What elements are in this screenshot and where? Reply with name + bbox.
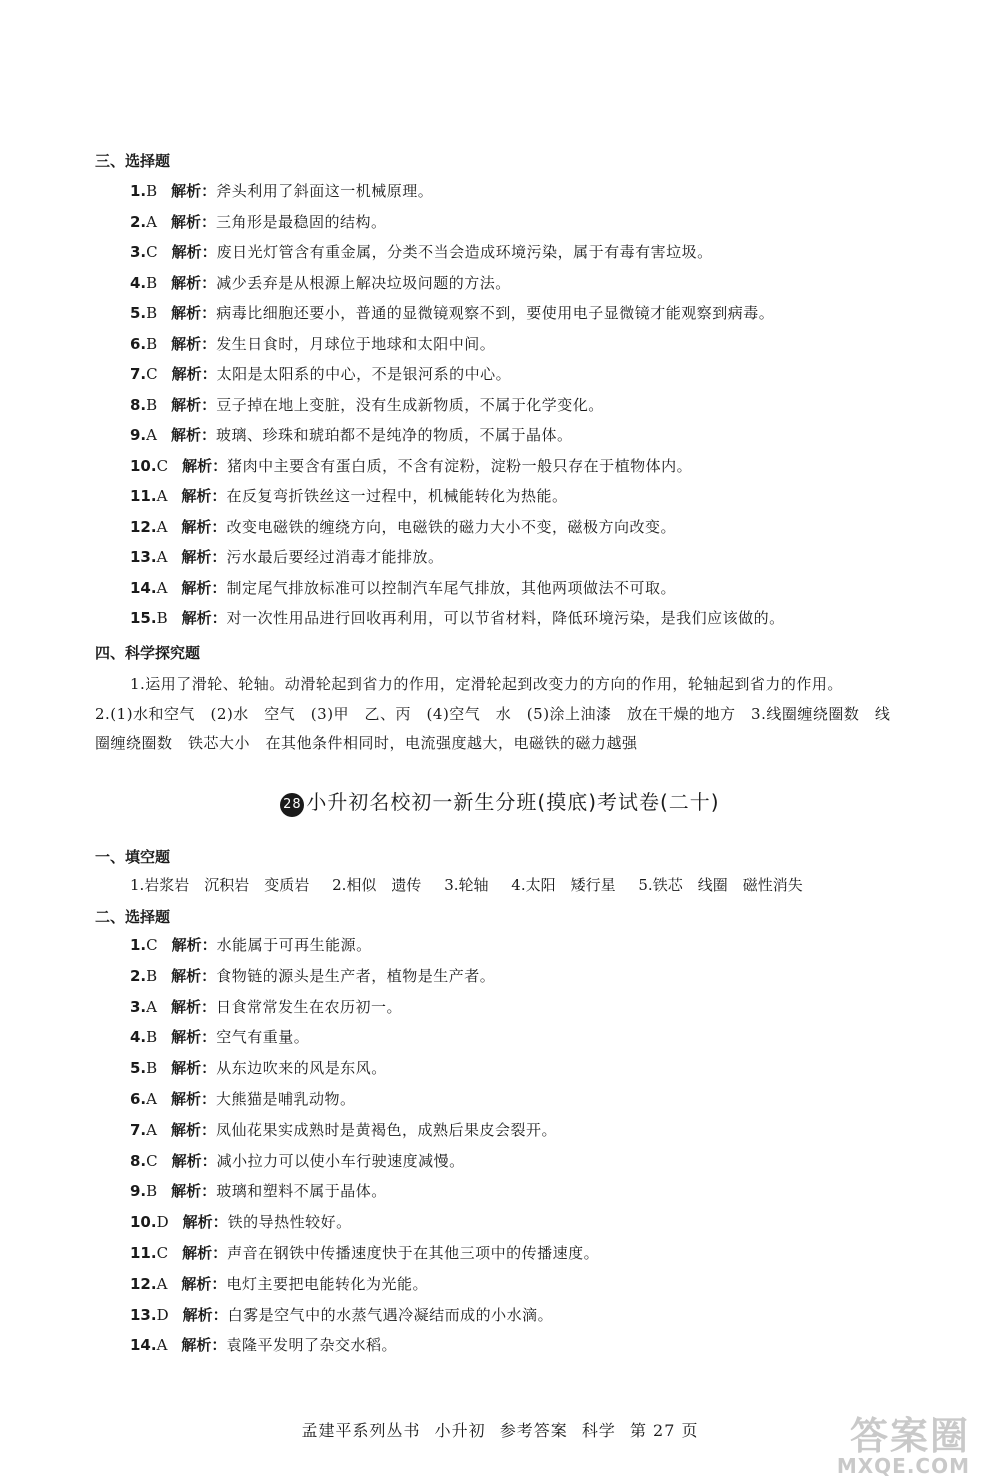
analysis-text: 空气有重量。 bbox=[216, 1028, 310, 1047]
question-number: 11. bbox=[130, 487, 157, 505]
analysis-text: 从东边吹来的风是东风。 bbox=[216, 1059, 387, 1078]
answer-letter: C bbox=[146, 365, 158, 383]
choice-answer-row bbox=[130, 1211, 910, 1232]
question-number: 6. bbox=[130, 1090, 147, 1108]
analysis-label: 解析： bbox=[171, 334, 217, 353]
choice-answer-row bbox=[130, 302, 910, 323]
question-number: 3. bbox=[130, 243, 147, 261]
analysis-text: 制定尾气排放标准可以控制汽车尾气排放，其他两项做法不可取。 bbox=[226, 578, 676, 597]
analysis-label: 解析： bbox=[171, 936, 217, 954]
choice-answer-row bbox=[130, 272, 910, 293]
section-heading-fill: 一、填空题 bbox=[95, 848, 171, 866]
choice-answer-row bbox=[130, 211, 910, 232]
footer-page: 第 27 页 bbox=[629, 1421, 699, 1440]
answer-letter: B bbox=[146, 182, 158, 200]
answer-letter: C bbox=[146, 1151, 158, 1170]
analysis-text: 对一次性用品进行回收再利用，可以节省材料，降低环境污染，是我们应该做的。 bbox=[226, 609, 785, 627]
explore-answer-2: 2.(1)水和空气 (2)水 空气 (3)甲 乙、丙 (4)空气 水 (5)涂上油漆 放在干燥的地方 3.线圈缠绕圈数 线圈缠绕圈数 铁芯大小 在其他条件相同时，电流强度越大，电磁铁的磁力越强 bbox=[95, 705, 891, 752]
question-number: 1. bbox=[130, 936, 147, 954]
analysis-label: 解析： bbox=[171, 273, 217, 292]
question-number: 6. bbox=[130, 334, 147, 353]
analysis-label: 解析： bbox=[171, 1182, 217, 1201]
question-number: 14. bbox=[130, 578, 157, 597]
choice-answer-row bbox=[130, 516, 910, 537]
choice-answer-row bbox=[130, 934, 910, 955]
analysis-text: 在反复弯折铁丝这一过程中，机械能转化为热能。 bbox=[226, 487, 568, 505]
analysis-label: 解析： bbox=[182, 1305, 228, 1324]
footer-kind: 参考答案 bbox=[499, 1421, 568, 1440]
choice-answer-row bbox=[130, 1304, 910, 1325]
answer-letter: B bbox=[146, 966, 158, 985]
analysis-label: 解析： bbox=[181, 1336, 227, 1355]
test-title-text: 小升初名校初一新生分班(摸底)考试卷(二十) bbox=[306, 790, 720, 814]
answer-letter: B bbox=[146, 395, 158, 414]
test-title bbox=[0, 786, 1000, 817]
section-heading-choice-3: 三、选择题 bbox=[95, 152, 171, 170]
choice-answer-row bbox=[130, 1242, 910, 1263]
answer-letter: B bbox=[146, 334, 158, 353]
question-number: 10. bbox=[130, 456, 157, 475]
fill-item-2: 2.相似 遗传 bbox=[332, 876, 422, 894]
choice-answer-row bbox=[130, 180, 910, 201]
question-number: 13. bbox=[130, 1305, 157, 1324]
test-number-badge: 28 bbox=[280, 793, 304, 817]
analysis-label: 解析： bbox=[171, 395, 217, 414]
analysis-text: 水能属于可再生能源。 bbox=[216, 936, 372, 954]
answer-letter: B bbox=[146, 304, 158, 322]
analysis-label: 解析： bbox=[170, 997, 216, 1016]
analysis-text: 减小拉力可以使小车行驶速度减慢。 bbox=[216, 1151, 465, 1170]
question-number: 8. bbox=[130, 1151, 147, 1170]
answer-letter: A bbox=[146, 426, 157, 444]
choice-answer-row bbox=[130, 577, 910, 598]
question-number: 1. bbox=[130, 182, 147, 200]
choice-answer-row bbox=[130, 333, 910, 354]
answer-letter: D bbox=[156, 1213, 169, 1232]
choice-answer-row bbox=[130, 394, 910, 415]
answer-letter: B bbox=[146, 1028, 158, 1047]
analysis-label: 解析： bbox=[182, 456, 228, 475]
question-number: 13. bbox=[130, 548, 157, 566]
analysis-label: 解析： bbox=[181, 1274, 227, 1293]
choice-answer-row bbox=[130, 363, 910, 384]
analysis-text: 日食常常发生在农历初一。 bbox=[216, 997, 403, 1016]
answer-letter: B bbox=[146, 1182, 158, 1201]
question-number: 5. bbox=[130, 1059, 147, 1078]
footer-level: 小升初 bbox=[434, 1421, 486, 1440]
answer-letter: A bbox=[146, 212, 157, 231]
choice-answer-row bbox=[130, 1273, 910, 1294]
choice-answer-row bbox=[130, 965, 910, 986]
question-number: 5. bbox=[130, 304, 147, 322]
question-number: 7. bbox=[130, 1120, 147, 1139]
explore-answer-1: 1.运用了滑轮、轮轴。动滑轮起到省力的作用，定滑轮起到改变力的方向的作用，轮轴起到省力的作用。 bbox=[130, 675, 843, 693]
fill-item-4: 4.太阳 矮行星 bbox=[511, 876, 616, 894]
choice-answer-row bbox=[130, 1026, 910, 1047]
answer-letter: A bbox=[146, 997, 157, 1016]
analysis-text: 豆子掉在地上变脏，没有生成新物质，不属于化学变化。 bbox=[216, 395, 604, 414]
analysis-label: 解析： bbox=[171, 1028, 217, 1047]
analysis-label: 解析： bbox=[171, 1151, 217, 1170]
fill-item-5: 5.铁芯 线圈 磁性消失 bbox=[638, 876, 803, 894]
question-number: 9. bbox=[130, 426, 147, 444]
analysis-text: 污水最后要经过消毒才能排放。 bbox=[226, 548, 444, 566]
choice-answer-row bbox=[130, 424, 910, 445]
choice-answer-row bbox=[130, 1180, 910, 1201]
analysis-text: 太阳是太阳系的中心，不是银河系的中心。 bbox=[216, 365, 512, 383]
answer-letter: C bbox=[146, 936, 158, 954]
answer-letter: D bbox=[156, 1305, 169, 1324]
choice-answer-row bbox=[130, 241, 910, 262]
question-number: 4. bbox=[130, 273, 147, 292]
analysis-label: 解析： bbox=[181, 609, 227, 627]
analysis-label: 解析： bbox=[182, 1244, 228, 1262]
question-number: 14. bbox=[130, 1336, 157, 1355]
answer-letter: A bbox=[156, 1336, 168, 1355]
answer-letter: B bbox=[146, 273, 158, 292]
fill-item-1: 1.岩浆岩 沉积岩 变质岩 bbox=[130, 876, 310, 894]
choice-answer-row bbox=[130, 1088, 910, 1109]
analysis-label: 解析： bbox=[181, 487, 227, 505]
fill-answers bbox=[130, 874, 910, 895]
footer-series: 孟建平系列丛书 bbox=[301, 1421, 421, 1440]
analysis-text: 玻璃、珍珠和琥珀都不是纯净的物质，不属于晶体。 bbox=[216, 426, 573, 444]
analysis-label: 解析： bbox=[171, 365, 217, 383]
analysis-text: 凤仙花果实成熟时是黄褐色，成熟后果皮会裂开。 bbox=[216, 1120, 558, 1139]
choice-answer-row bbox=[130, 485, 910, 506]
question-number: 3. bbox=[130, 997, 147, 1016]
analysis-text: 病毒比细胞还要小，普通的显微镜观察不到，要使用电子显微镜才能观察到病毒。 bbox=[216, 304, 775, 322]
question-number: 12. bbox=[130, 517, 157, 536]
analysis-label: 解析： bbox=[182, 1213, 228, 1232]
fill-item-3: 3.轮轴 bbox=[444, 876, 489, 894]
analysis-label: 解析： bbox=[171, 182, 217, 200]
question-number: 10. bbox=[130, 1213, 157, 1232]
choice-answer-row bbox=[130, 1119, 910, 1140]
analysis-text: 铁的导热性较好。 bbox=[227, 1213, 352, 1232]
watermark bbox=[837, 1405, 970, 1478]
answer-letter: B bbox=[146, 1059, 158, 1078]
analysis-text: 改变电磁铁的缠绕方向，电磁铁的磁力大小不变，磁极方向改变。 bbox=[226, 517, 676, 536]
answer-letter: B bbox=[156, 609, 168, 627]
analysis-text: 食物链的源头是生产者，植物是生产者。 bbox=[216, 966, 496, 985]
answer-letter: C bbox=[156, 456, 169, 475]
analysis-label: 解析： bbox=[171, 243, 217, 261]
question-number: 7. bbox=[130, 365, 147, 383]
analysis-label: 解析： bbox=[170, 1120, 216, 1139]
analysis-text: 玻璃和塑料不属于晶体。 bbox=[216, 1182, 387, 1201]
analysis-label: 解析： bbox=[181, 578, 227, 597]
answer-letter: A bbox=[156, 578, 168, 597]
choice-answer-row bbox=[130, 607, 910, 628]
analysis-text: 白雾是空气中的水蒸气遇冷凝结而成的小水滴。 bbox=[227, 1305, 554, 1324]
question-number: 15. bbox=[130, 609, 157, 627]
analysis-label: 解析： bbox=[170, 426, 216, 444]
choice-answer-row bbox=[130, 1150, 910, 1171]
question-number: 2. bbox=[130, 212, 147, 231]
section-heading-explore: 四、科学探究题 bbox=[95, 644, 201, 662]
analysis-label: 解析： bbox=[170, 212, 216, 231]
analysis-text: 废日光灯管含有重金属，分类不当会造成环境污染，属于有毒有害垃圾。 bbox=[216, 243, 713, 261]
analysis-label: 解析： bbox=[171, 304, 217, 322]
footer-subject: 科学 bbox=[581, 1421, 616, 1440]
analysis-text: 大熊猫是哺乳动物。 bbox=[216, 1090, 356, 1108]
question-number: 4. bbox=[130, 1028, 147, 1047]
answer-letter: C bbox=[146, 243, 158, 261]
question-number: 9. bbox=[130, 1182, 147, 1201]
answer-letter: A bbox=[146, 1090, 157, 1108]
choice-answer-row bbox=[130, 1057, 910, 1078]
answer-letter: A bbox=[156, 1274, 168, 1293]
choice-answer-row bbox=[130, 996, 910, 1017]
question-number: 12. bbox=[130, 1274, 157, 1293]
analysis-label: 解析： bbox=[171, 1059, 217, 1078]
analysis-label: 解析： bbox=[181, 517, 227, 536]
question-number: 11. bbox=[130, 1244, 157, 1262]
analysis-text: 猪肉中主要含有蛋白质，不含有淀粉，淀粉一般只存在于植物体内。 bbox=[227, 456, 693, 475]
analysis-text: 袁隆平发明了杂交水稻。 bbox=[226, 1336, 397, 1355]
choice-answer-row bbox=[130, 455, 910, 476]
answer-letter: A bbox=[156, 487, 168, 505]
analysis-text: 电灯主要把电能转化为光能。 bbox=[226, 1274, 428, 1293]
answer-letter: A bbox=[146, 1120, 157, 1139]
analysis-text: 发生日食时，月球位于地球和太阳中间。 bbox=[216, 334, 496, 353]
choice-answer-row bbox=[130, 1334, 910, 1355]
question-number: 8. bbox=[130, 395, 147, 414]
analysis-text: 声音在钢铁中传播速度快于在其他三项中的传播速度。 bbox=[227, 1244, 600, 1262]
analysis-text: 减少丢弃是从根源上解决垃圾问题的方法。 bbox=[216, 273, 511, 292]
watermark-logo: 答案圈 bbox=[849, 1414, 970, 1458]
section-heading-choice-2: 二、选择题 bbox=[95, 908, 171, 926]
answer-letter: A bbox=[156, 548, 168, 566]
watermark-site: MXQE.COM bbox=[836, 1454, 970, 1478]
analysis-text: 斧头利用了斜面这一机械原理。 bbox=[216, 182, 434, 200]
choice-answer-row bbox=[130, 546, 910, 567]
answer-letter: A bbox=[156, 517, 168, 536]
analysis-text: 三角形是最稳固的结构。 bbox=[216, 212, 387, 231]
analysis-label: 解析： bbox=[170, 1090, 216, 1108]
answer-letter: C bbox=[156, 1244, 169, 1262]
analysis-label: 解析： bbox=[171, 966, 217, 985]
analysis-label: 解析： bbox=[181, 548, 227, 566]
question-number: 2. bbox=[130, 966, 147, 985]
